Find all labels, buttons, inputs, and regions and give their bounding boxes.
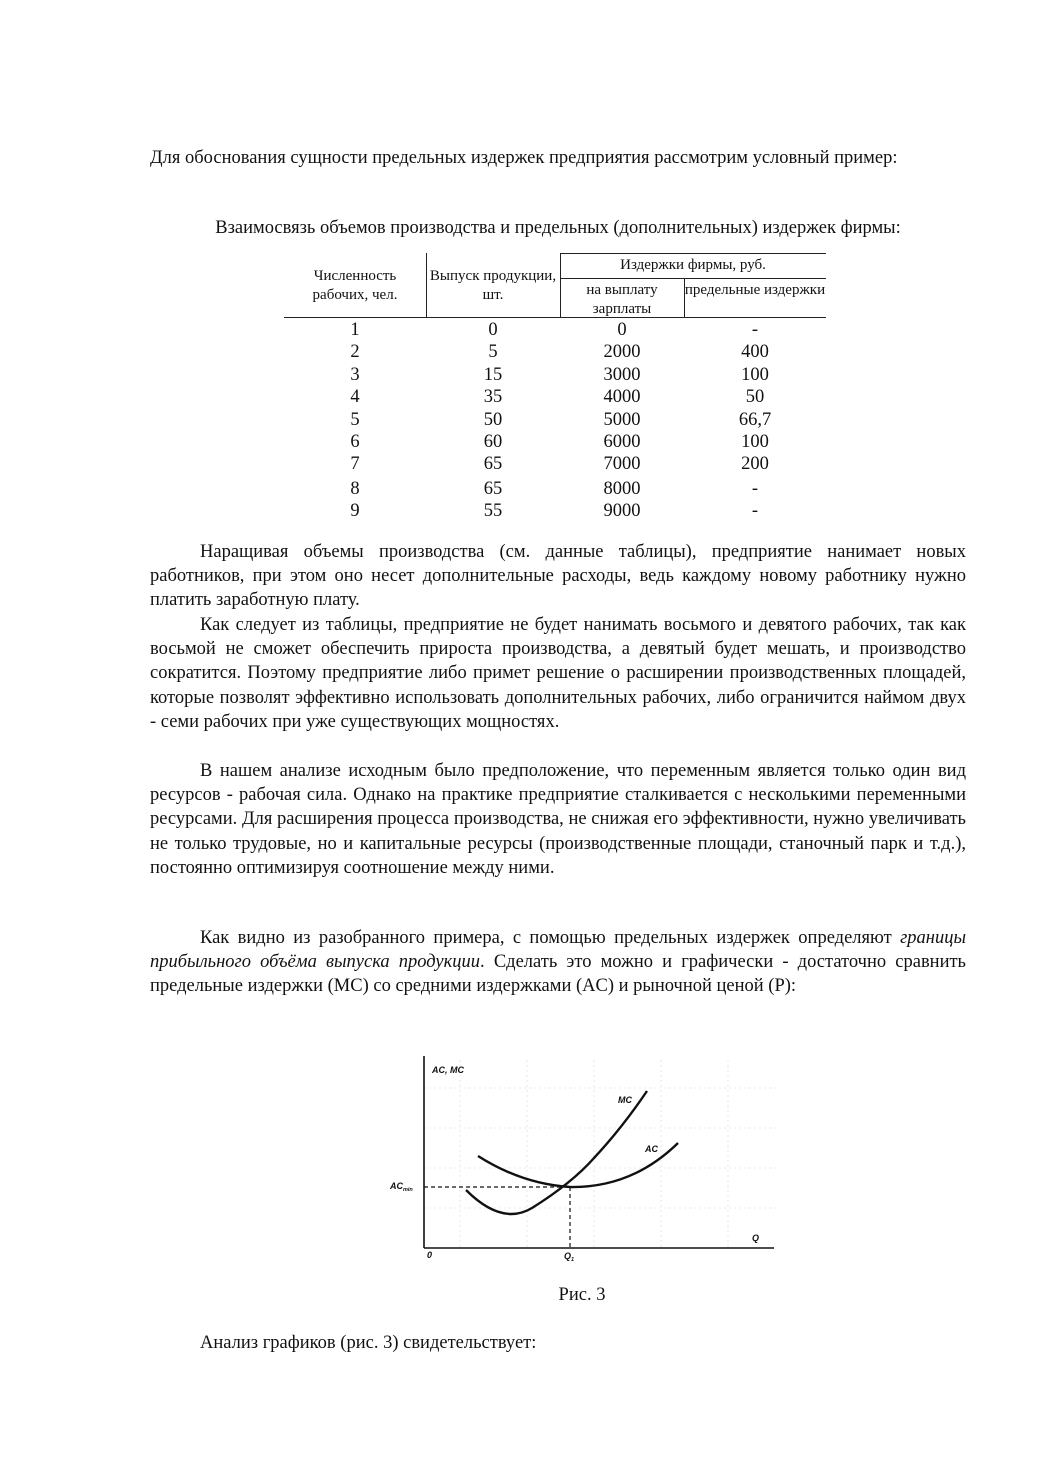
table-cell: -: [751, 501, 759, 521]
table-cell: 3: [350, 365, 360, 385]
table-cell: 65: [483, 454, 503, 474]
paragraph-d-start: Как видно из разобранного примера, с помощью предельных издержек определяют: [200, 928, 901, 948]
figure-caption: Рис. 3: [558, 1285, 606, 1305]
table-cell: 6000: [603, 432, 641, 452]
table-cell: 7000: [603, 454, 641, 474]
table-cell: 100: [741, 365, 769, 385]
table-cell: 5: [350, 410, 360, 430]
table-cell: 0: [488, 320, 498, 340]
analysis-line: Анализ графиков (рис. 3) свидетельствует:: [200, 1333, 537, 1353]
table-cell: 6: [350, 432, 360, 452]
table-cell: 9: [350, 501, 360, 521]
table-cell: 60: [483, 432, 503, 452]
table-cell: 35: [483, 387, 503, 407]
table-cell: 50: [745, 387, 765, 407]
mc-curve: [466, 1091, 647, 1214]
origin-label: 0: [427, 1250, 433, 1260]
table-cell: 4: [350, 387, 360, 407]
paragraph-hiring: Наращивая объемы производства (см. данные таблицы), предприятие нанимает новых работников, при этом оно несет дополнительные расходы, ведь каждому новому работнику нужно платить заработную плату.: [150, 542, 966, 611]
table-cell: 4000: [603, 387, 641, 407]
table-cell: 8: [350, 479, 360, 499]
table-cell: 1: [350, 320, 360, 340]
table-cell: 50: [483, 410, 503, 430]
table-cell: 2: [350, 342, 360, 362]
table-cell: 65: [483, 479, 503, 499]
header-marginal: предельные издержки: [684, 282, 826, 298]
table-cell: 5000: [603, 410, 641, 430]
table-cell: 2000: [603, 342, 641, 362]
paragraph-table-analysis: Как следует из таблицы, предприятие не будет нанимать восьмого и девятого рабочих, так как восьмой не сможет обеспечить прироста производства, а девятый будет мешать, и производство сократится. Поэтому предприятие либо примет решение о расширении производственных площадей, которые позволят эффективно использовать дополнительных рабочих, либо ограничится наймом двух - семи рабочих при уже существующих мощностях.: [150, 615, 966, 732]
acmin-label: $AC_{min}$: [390, 1181, 413, 1193]
table-cell: 400: [741, 342, 769, 362]
ac-label: AC: [645, 1144, 658, 1154]
table-cell: -: [751, 479, 759, 499]
table-cell: 5: [488, 342, 498, 362]
table-cell: 9000: [603, 501, 641, 521]
paragraph-d-end: . Сделать это можно и графически - достаточно сравнить предельные издержки (MC) со средними издержками (AC) и рыночной ценой (P):: [150, 952, 966, 997]
table-title: Взаимосвязь объемов производства и предельных (дополнительных) издержек фирмы:: [215, 218, 901, 238]
x-axis-label: Q: [752, 1233, 760, 1243]
paragraph-resources: В нашем анализе исходным было предположение, что переменным является только один вид ресурсов - рабочая сила. Однако на практике предприятие сталкивается с несколькими переменными ресурсами. Для расширения процесса производства, не снижая его эффективности, нужно увеличивать не только трудовые, но и капитальные ресурсы (производственные площади, станочный парк и т.д.), постоянно оптимизируя соотношение между ними.: [150, 761, 966, 878]
header-output: Выпуск продукции, шт.: [429, 268, 557, 303]
table-cell: 8000: [603, 479, 641, 499]
intro-paragraph: Для обоснования сущности предельных издержек предприятия рассмотрим условный пример:: [150, 148, 898, 168]
cost-curves-figure: [382, 1048, 782, 1270]
table-cell: 66,7: [738, 410, 772, 430]
header-wages: на выплату зарплаты: [586, 282, 658, 316]
table-cell: 100: [741, 432, 769, 452]
table-cell: 3000: [603, 365, 641, 385]
table-cell: 0: [617, 320, 627, 340]
y-axis-label: AC, MC: [432, 1065, 464, 1075]
figure-grid: [424, 1060, 777, 1248]
mc-label: MC: [618, 1095, 632, 1105]
table-cell: 7: [350, 454, 360, 474]
paragraph-marginal-costs: [150, 926, 966, 999]
q1-label: $Q_1$: [564, 1251, 575, 1263]
table-cell: 200: [741, 454, 769, 474]
table-cell: 55: [483, 501, 503, 521]
header-costs-group: Издержки фирмы, руб.: [620, 257, 766, 273]
paragraph-d-italic: границы прибыльного объёма выпуска продукции: [150, 928, 966, 973]
table-cell: -: [751, 320, 759, 340]
table-cell: 15: [483, 365, 503, 385]
header-workers: Численность рабочих, чел.: [312, 268, 398, 303]
